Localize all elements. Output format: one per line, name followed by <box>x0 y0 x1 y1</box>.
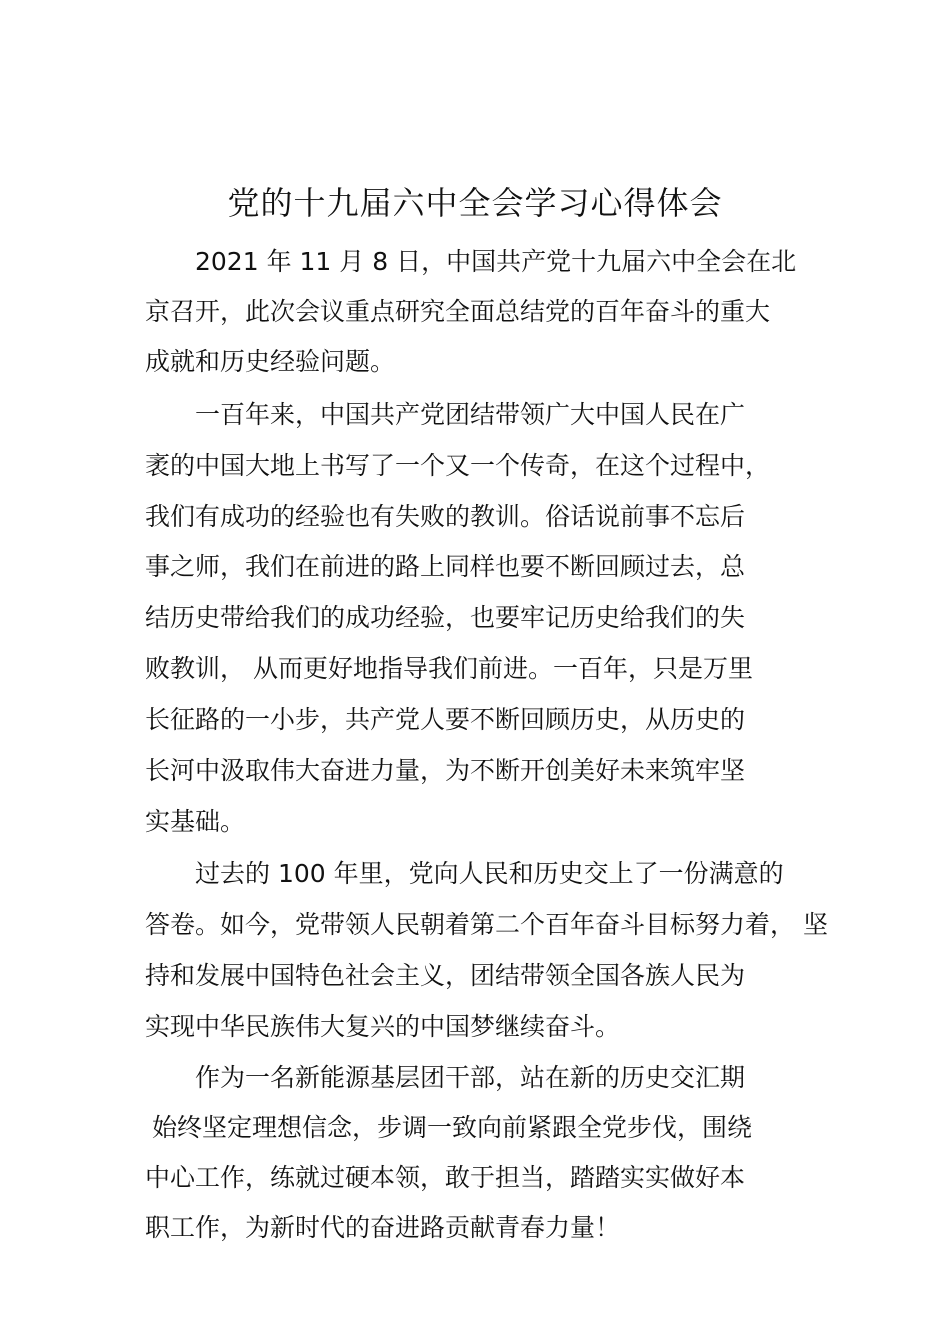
paragraph-2-line-4: 事之师，我们在前进的路上同样也要不断回顾过去，总 <box>145 552 746 581</box>
paragraph-2-line-8: 长河中汲取伟大奋进力量，为不断开创美好未来筑牢坚 <box>145 756 746 785</box>
paragraph-3-line-4: 实现中华民族伟大复兴的中国梦继续奋斗。 <box>145 1012 621 1041</box>
paragraph-2-line-2: 袤的中国大地上书写了一个又一个传奇，在这个过程中， <box>145 451 771 480</box>
paragraph-4-line-3: 中心工作，练就过硬本领，敢于担当，踏踏实实做好本 <box>145 1163 746 1192</box>
paragraph-2-line-3: 我们有成功的经验也有失败的教训。俗话说前事不忘后 <box>145 502 746 531</box>
paragraph-2-line-9: 实基础。 <box>145 807 246 836</box>
paragraph-2-line-1: 一百年来，中国共产党团结带领广大中国人民在广 <box>195 400 746 429</box>
paragraph-1-line-2: 京召开，此次会议重点研究全面总结党的百年奋斗的重大 <box>145 297 771 326</box>
paragraph-3-line-3: 持和发展中国特色社会主义，团结带领全国各族人民为 <box>145 961 746 990</box>
paragraph-2-line-6: 败教训， 从而更好地指导我们前进。一百年，只是万里 <box>145 654 753 683</box>
paragraph-4-line-2: 始终坚定理想信念，步调一致向前紧跟全党步伐，围绕 <box>152 1113 753 1142</box>
paragraph-2-line-7: 长征路的一小步，共产党人要不断回顾历史，从历史的 <box>145 705 746 734</box>
paragraph-2-line-5: 结历史带给我们的成功经验，也要牢记历史给我们的失 <box>145 603 746 632</box>
document-title: 党的十九届六中全会学习心得体会 <box>227 184 723 222</box>
paragraph-3-line-1: 过去的 100 年里，党向人民和历史交上了一份满意的 <box>195 859 784 888</box>
paragraph-4-line-4: 职工作，为新时代的奋进路贡献青春力量！ <box>145 1213 621 1242</box>
paragraph-3-line-2: 答卷。如今，党带领人民朝着第二个百年奋斗目标努力着， 坚 <box>145 910 828 939</box>
paragraph-4-line-1: 作为一名新能源基层团干部，站在新的历史交汇期 <box>195 1063 746 1092</box>
paragraph-1-line-3: 成就和历史经验问题。 <box>145 347 396 376</box>
paragraph-1-line-1: 2021 年 11 月 8 日，中国共产党十九届六中全会在北 <box>195 247 797 276</box>
